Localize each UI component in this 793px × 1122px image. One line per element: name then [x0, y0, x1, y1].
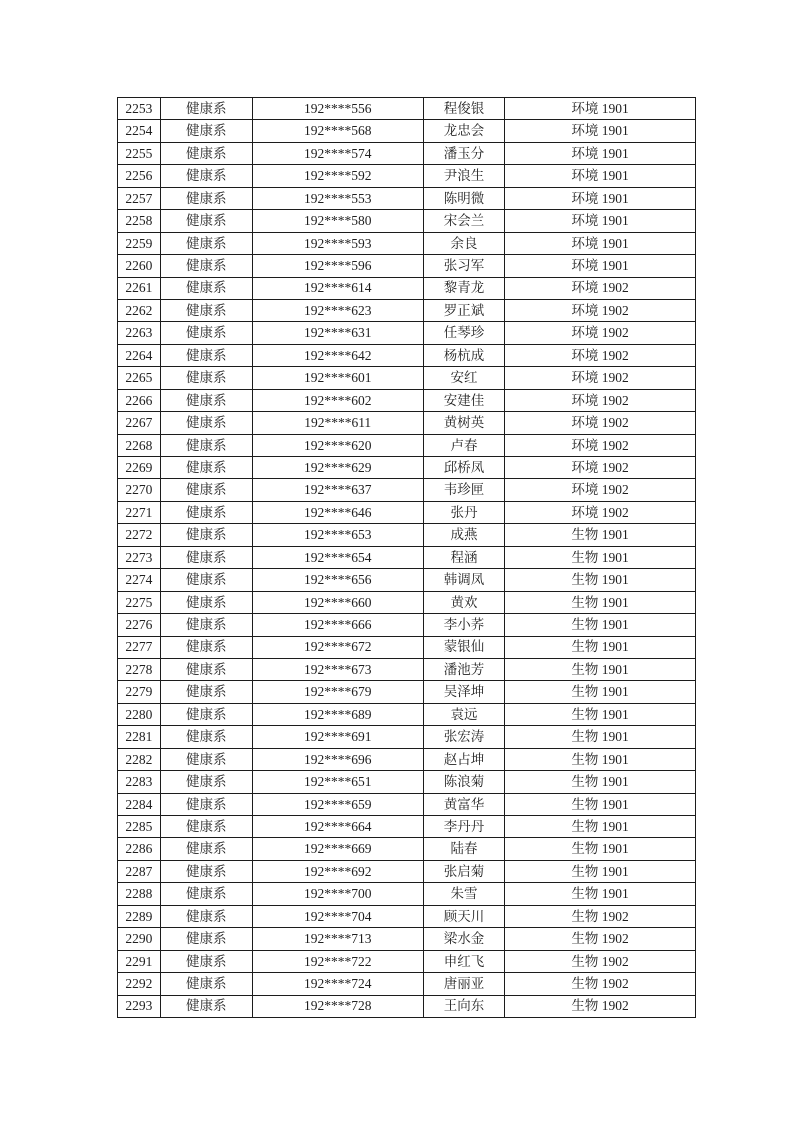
roster-table	[117, 97, 696, 1018]
table-row	[118, 928, 696, 950]
serial-number-cell: 2264	[118, 344, 161, 366]
class-cell: 生物 1902	[505, 995, 696, 1017]
table-row	[118, 883, 696, 905]
class-cell: 环境 1902	[505, 389, 696, 411]
table-row	[118, 322, 696, 344]
department-cell: 健康系	[160, 367, 252, 389]
class-cell: 生物 1901	[505, 860, 696, 882]
student-id-cell: 192****656	[252, 569, 423, 591]
student-id-cell: 192****666	[252, 614, 423, 636]
department-cell: 健康系	[160, 928, 252, 950]
student-id-cell: 192****592	[252, 165, 423, 187]
roster-table-body	[118, 98, 696, 1018]
name-cell: 黎青龙	[423, 277, 504, 299]
class-cell: 生物 1901	[505, 681, 696, 703]
department-cell: 健康系	[160, 389, 252, 411]
name-cell: 宋会兰	[423, 210, 504, 232]
student-id-cell: 192****580	[252, 210, 423, 232]
table-row	[118, 636, 696, 658]
class-cell: 生物 1901	[505, 636, 696, 658]
student-id-cell: 192****696	[252, 748, 423, 770]
serial-number-cell: 2288	[118, 883, 161, 905]
name-cell: 黄树英	[423, 412, 504, 434]
table-row	[118, 950, 696, 972]
class-cell: 生物 1902	[505, 928, 696, 950]
table-row	[118, 277, 696, 299]
name-cell: 李小荞	[423, 614, 504, 636]
student-id-cell: 192****646	[252, 501, 423, 523]
name-cell: 成燕	[423, 524, 504, 546]
student-id-cell: 192****713	[252, 928, 423, 950]
student-id-cell: 192****631	[252, 322, 423, 344]
table-row	[118, 838, 696, 860]
serial-number-cell: 2283	[118, 771, 161, 793]
table-row	[118, 255, 696, 277]
name-cell: 李丹丹	[423, 816, 504, 838]
student-id-cell: 192****654	[252, 546, 423, 568]
serial-number-cell: 2273	[118, 546, 161, 568]
table-row	[118, 681, 696, 703]
name-cell: 邱桥凤	[423, 457, 504, 479]
student-id-cell: 192****659	[252, 793, 423, 815]
student-id-cell: 192****672	[252, 636, 423, 658]
class-cell: 生物 1901	[505, 726, 696, 748]
serial-number-cell: 2265	[118, 367, 161, 389]
name-cell: 任琴珍	[423, 322, 504, 344]
department-cell: 健康系	[160, 726, 252, 748]
student-id-cell: 192****724	[252, 973, 423, 995]
name-cell: 蒙银仙	[423, 636, 504, 658]
student-id-cell: 192****664	[252, 816, 423, 838]
department-cell: 健康系	[160, 434, 252, 456]
name-cell: 陈浪菊	[423, 771, 504, 793]
student-id-cell: 192****673	[252, 658, 423, 680]
student-id-cell: 192****651	[252, 771, 423, 793]
serial-number-cell: 2261	[118, 277, 161, 299]
name-cell: 唐丽亚	[423, 973, 504, 995]
name-cell: 潘池芳	[423, 658, 504, 680]
table-row	[118, 210, 696, 232]
table-row	[118, 569, 696, 591]
student-id-cell: 192****637	[252, 479, 423, 501]
serial-number-cell: 2285	[118, 816, 161, 838]
class-cell: 环境 1902	[505, 479, 696, 501]
serial-number-cell: 2254	[118, 120, 161, 142]
serial-number-cell: 2258	[118, 210, 161, 232]
name-cell: 张丹	[423, 501, 504, 523]
name-cell: 申红飞	[423, 950, 504, 972]
student-id-cell: 192****700	[252, 883, 423, 905]
department-cell: 健康系	[160, 883, 252, 905]
table-row	[118, 546, 696, 568]
class-cell: 环境 1902	[505, 277, 696, 299]
class-cell: 生物 1901	[505, 816, 696, 838]
class-cell: 生物 1901	[505, 658, 696, 680]
table-row	[118, 120, 696, 142]
table-row	[118, 995, 696, 1017]
class-cell: 环境 1901	[505, 165, 696, 187]
class-cell: 生物 1901	[505, 748, 696, 770]
table-row	[118, 142, 696, 164]
department-cell: 健康系	[160, 457, 252, 479]
department-cell: 健康系	[160, 905, 252, 927]
department-cell: 健康系	[160, 973, 252, 995]
department-cell: 健康系	[160, 614, 252, 636]
class-cell: 环境 1902	[505, 434, 696, 456]
student-id-cell: 192****689	[252, 703, 423, 725]
department-cell: 健康系	[160, 299, 252, 321]
department-cell: 健康系	[160, 255, 252, 277]
name-cell: 张宏涛	[423, 726, 504, 748]
table-row	[118, 344, 696, 366]
table-row	[118, 793, 696, 815]
table-row	[118, 591, 696, 613]
department-cell: 健康系	[160, 816, 252, 838]
name-cell: 卢春	[423, 434, 504, 456]
class-cell: 环境 1901	[505, 142, 696, 164]
serial-number-cell: 2275	[118, 591, 161, 613]
class-cell: 生物 1902	[505, 973, 696, 995]
student-id-cell: 192****629	[252, 457, 423, 479]
student-id-cell: 192****660	[252, 591, 423, 613]
table-row	[118, 299, 696, 321]
table-row	[118, 658, 696, 680]
table-row	[118, 434, 696, 456]
serial-number-cell: 2291	[118, 950, 161, 972]
department-cell: 健康系	[160, 681, 252, 703]
class-cell: 生物 1901	[505, 591, 696, 613]
department-cell: 健康系	[160, 98, 252, 120]
student-id-cell: 192****602	[252, 389, 423, 411]
class-cell: 生物 1902	[505, 950, 696, 972]
name-cell: 陈明微	[423, 187, 504, 209]
serial-number-cell: 2278	[118, 658, 161, 680]
serial-number-cell: 2289	[118, 905, 161, 927]
table-row	[118, 973, 696, 995]
table-row	[118, 457, 696, 479]
serial-number-cell: 2257	[118, 187, 161, 209]
department-cell: 健康系	[160, 187, 252, 209]
name-cell: 张启菊	[423, 860, 504, 882]
name-cell: 韦珍匣	[423, 479, 504, 501]
serial-number-cell: 2262	[118, 299, 161, 321]
department-cell: 健康系	[160, 501, 252, 523]
department-cell: 健康系	[160, 142, 252, 164]
department-cell: 健康系	[160, 793, 252, 815]
serial-number-cell: 2281	[118, 726, 161, 748]
serial-number-cell: 2290	[118, 928, 161, 950]
department-cell: 健康系	[160, 748, 252, 770]
table-row	[118, 816, 696, 838]
serial-number-cell: 2259	[118, 232, 161, 254]
serial-number-cell: 2255	[118, 142, 161, 164]
table-row	[118, 614, 696, 636]
serial-number-cell: 2274	[118, 569, 161, 591]
name-cell: 罗正斌	[423, 299, 504, 321]
name-cell: 朱雪	[423, 883, 504, 905]
serial-number-cell: 2272	[118, 524, 161, 546]
department-cell: 健康系	[160, 636, 252, 658]
department-cell: 健康系	[160, 344, 252, 366]
class-cell: 生物 1901	[505, 569, 696, 591]
class-cell: 生物 1901	[505, 793, 696, 815]
student-id-cell: 192****601	[252, 367, 423, 389]
department-cell: 健康系	[160, 165, 252, 187]
serial-number-cell: 2287	[118, 860, 161, 882]
serial-number-cell: 2276	[118, 614, 161, 636]
class-cell: 环境 1902	[505, 344, 696, 366]
class-cell: 环境 1902	[505, 299, 696, 321]
department-cell: 健康系	[160, 120, 252, 142]
student-id-cell: 192****679	[252, 681, 423, 703]
name-cell: 程俊银	[423, 98, 504, 120]
student-id-cell: 192****620	[252, 434, 423, 456]
name-cell: 韩调凤	[423, 569, 504, 591]
table-row	[118, 905, 696, 927]
name-cell: 程涵	[423, 546, 504, 568]
serial-number-cell: 2284	[118, 793, 161, 815]
department-cell: 健康系	[160, 658, 252, 680]
serial-number-cell: 2256	[118, 165, 161, 187]
serial-number-cell: 2292	[118, 973, 161, 995]
table-row	[118, 98, 696, 120]
department-cell: 健康系	[160, 322, 252, 344]
serial-number-cell: 2279	[118, 681, 161, 703]
name-cell: 赵占坤	[423, 748, 504, 770]
name-cell: 吴泽坤	[423, 681, 504, 703]
name-cell: 黄欢	[423, 591, 504, 613]
serial-number-cell: 2253	[118, 98, 161, 120]
name-cell: 余良	[423, 232, 504, 254]
serial-number-cell: 2293	[118, 995, 161, 1017]
class-cell: 生物 1901	[505, 838, 696, 860]
department-cell: 健康系	[160, 277, 252, 299]
name-cell: 杨杭成	[423, 344, 504, 366]
serial-number-cell: 2263	[118, 322, 161, 344]
department-cell: 健康系	[160, 771, 252, 793]
class-cell: 环境 1902	[505, 457, 696, 479]
table-row	[118, 232, 696, 254]
department-cell: 健康系	[160, 412, 252, 434]
name-cell: 龙忠会	[423, 120, 504, 142]
name-cell: 陆春	[423, 838, 504, 860]
class-cell: 生物 1901	[505, 614, 696, 636]
name-cell: 潘玉分	[423, 142, 504, 164]
student-id-cell: 192****574	[252, 142, 423, 164]
serial-number-cell: 2282	[118, 748, 161, 770]
table-row	[118, 187, 696, 209]
table-row	[118, 703, 696, 725]
student-id-cell: 192****614	[252, 277, 423, 299]
student-id-cell: 192****568	[252, 120, 423, 142]
student-id-cell: 192****642	[252, 344, 423, 366]
department-cell: 健康系	[160, 569, 252, 591]
class-cell: 环境 1902	[505, 501, 696, 523]
class-cell: 生物 1901	[505, 546, 696, 568]
department-cell: 健康系	[160, 591, 252, 613]
student-id-cell: 192****722	[252, 950, 423, 972]
class-cell: 环境 1902	[505, 412, 696, 434]
department-cell: 健康系	[160, 838, 252, 860]
student-id-cell: 192****669	[252, 838, 423, 860]
serial-number-cell: 2268	[118, 434, 161, 456]
table-row	[118, 748, 696, 770]
serial-number-cell: 2277	[118, 636, 161, 658]
name-cell: 黄富华	[423, 793, 504, 815]
serial-number-cell: 2260	[118, 255, 161, 277]
student-id-cell: 192****593	[252, 232, 423, 254]
student-id-cell: 192****692	[252, 860, 423, 882]
name-cell: 顾天川	[423, 905, 504, 927]
serial-number-cell: 2269	[118, 457, 161, 479]
table-row	[118, 501, 696, 523]
student-id-cell: 192****623	[252, 299, 423, 321]
student-id-cell: 192****728	[252, 995, 423, 1017]
department-cell: 健康系	[160, 479, 252, 501]
name-cell: 梁水金	[423, 928, 504, 950]
department-cell: 健康系	[160, 524, 252, 546]
name-cell: 尹浪生	[423, 165, 504, 187]
table-row	[118, 771, 696, 793]
serial-number-cell: 2280	[118, 703, 161, 725]
serial-number-cell: 2271	[118, 501, 161, 523]
serial-number-cell: 2267	[118, 412, 161, 434]
class-cell: 环境 1901	[505, 210, 696, 232]
department-cell: 健康系	[160, 232, 252, 254]
table-row	[118, 165, 696, 187]
student-id-cell: 192****553	[252, 187, 423, 209]
class-cell: 环境 1902	[505, 322, 696, 344]
student-id-cell: 192****611	[252, 412, 423, 434]
class-cell: 环境 1901	[505, 120, 696, 142]
department-cell: 健康系	[160, 210, 252, 232]
class-cell: 环境 1901	[505, 255, 696, 277]
class-cell: 生物 1902	[505, 905, 696, 927]
table-row	[118, 726, 696, 748]
student-id-cell: 192****704	[252, 905, 423, 927]
serial-number-cell: 2286	[118, 838, 161, 860]
department-cell: 健康系	[160, 860, 252, 882]
table-row	[118, 524, 696, 546]
student-id-cell: 192****653	[252, 524, 423, 546]
name-cell: 安红	[423, 367, 504, 389]
student-id-cell: 192****556	[252, 98, 423, 120]
department-cell: 健康系	[160, 546, 252, 568]
class-cell: 生物 1901	[505, 703, 696, 725]
table-row	[118, 367, 696, 389]
class-cell: 环境 1901	[505, 232, 696, 254]
table-row	[118, 479, 696, 501]
class-cell: 生物 1901	[505, 883, 696, 905]
department-cell: 健康系	[160, 950, 252, 972]
class-cell: 生物 1901	[505, 771, 696, 793]
class-cell: 环境 1902	[505, 367, 696, 389]
table-row	[118, 412, 696, 434]
department-cell: 健康系	[160, 703, 252, 725]
name-cell: 王向东	[423, 995, 504, 1017]
department-cell: 健康系	[160, 995, 252, 1017]
table-row	[118, 860, 696, 882]
serial-number-cell: 2266	[118, 389, 161, 411]
class-cell: 生物 1901	[505, 524, 696, 546]
name-cell: 安建佳	[423, 389, 504, 411]
name-cell: 袁远	[423, 703, 504, 725]
name-cell: 张习军	[423, 255, 504, 277]
student-id-cell: 192****596	[252, 255, 423, 277]
student-id-cell: 192****691	[252, 726, 423, 748]
serial-number-cell: 2270	[118, 479, 161, 501]
class-cell: 环境 1901	[505, 187, 696, 209]
class-cell: 环境 1901	[505, 98, 696, 120]
table-row	[118, 389, 696, 411]
